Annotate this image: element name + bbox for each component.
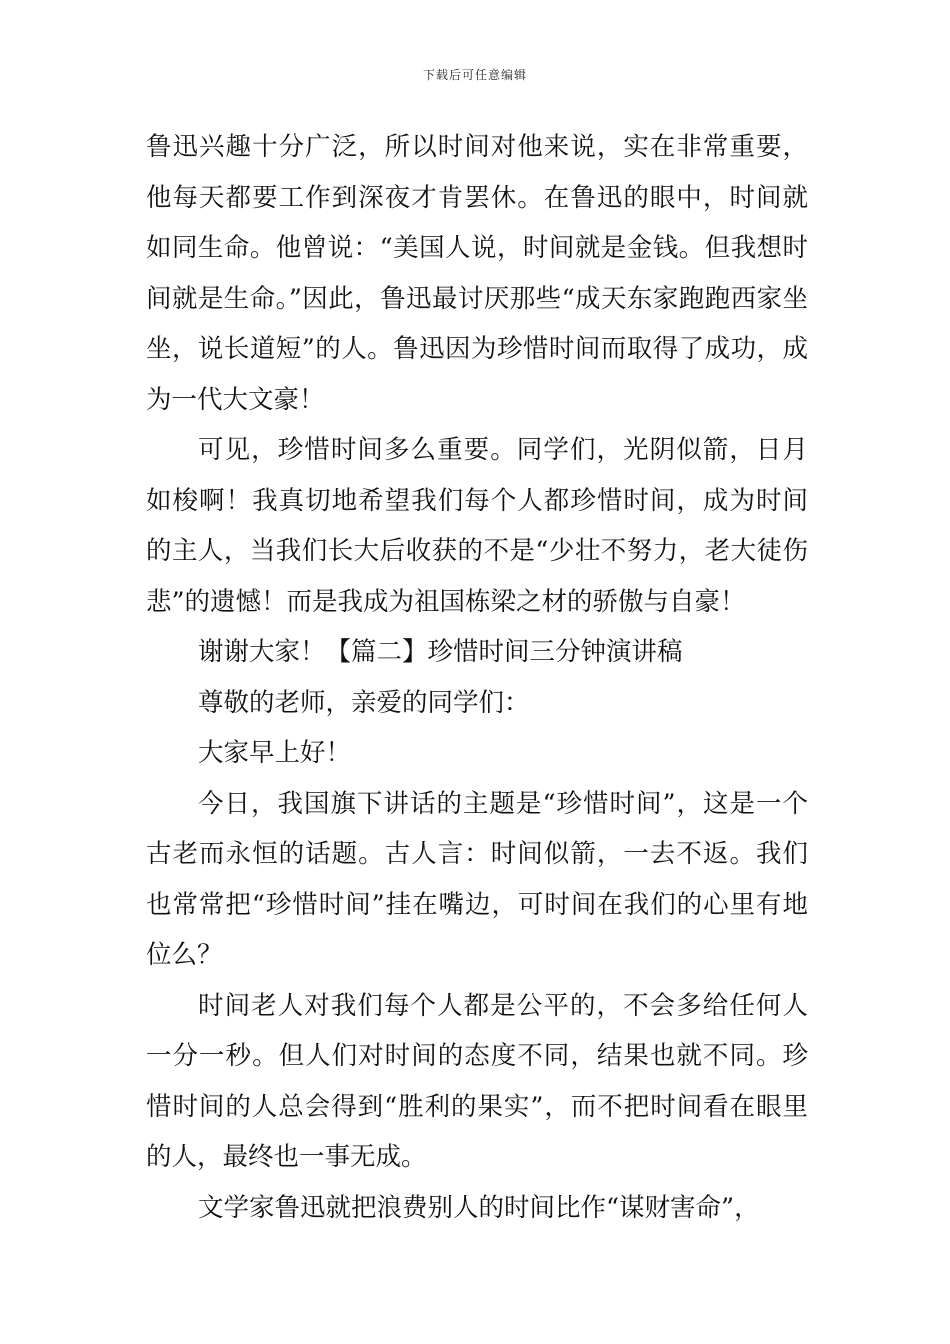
document-body xyxy=(146,122,808,1233)
paragraph-6: 今日，我国旗下讲话的主题是“珍惜时间”，这是一个古老而永恒的话题。古人言：时间似箭，一去不返。我们也常常把“珍惜时间”挂在嘴边，可时间在我们的心里有地位么？ xyxy=(146,788,808,970)
paragraph-1: 鲁迅兴趣十分广泛，所以时间对他来说，实在非常重要，他每天都要工作到深夜才肯罢休。在鲁迅的眼中，时间就如同生命。他曾说：“美国人说，时间就是金钱。但我想时间就是生命。”因此，鲁迅最讨厌那些“成天东家跑跑西家坐坐，说长道短”的人。鲁迅因为珍惜时间而取得了成功，成为一代大文豪！ xyxy=(146,132,808,415)
paragraph-5: 大家早上好！ xyxy=(198,738,352,768)
paragraph-8: 文学家鲁迅就把浪费别人的时间比作“谋财害命”， xyxy=(198,1192,760,1223)
paragraph-2: 可见，珍惜时间多么重要。同学们，光阴似箭，日月如梭啊！我真切地希望我们每个人都珍惜时间，成为时间的主人，当我们长大后收获的不是“少壮不努力，老大徒伤悲”的遗憾！而是我成为祖国栋梁之材的骄傲与自豪！ xyxy=(146,435,808,617)
paragraph-7: 时间老人对我们每个人都是公平的，不会多给任何人一分一秒。但人们对时间的态度不同，结果也就不同。珍惜时间的人总会得到“胜利的果实”，而不把时间看在眼里的人，最终也一事无成。 xyxy=(146,990,808,1172)
page-header: 下载后可任意编辑 xyxy=(422,68,527,82)
paragraph-3: 谢谢大家！【篇二】珍惜时间三分钟演讲稿 xyxy=(198,637,683,667)
paragraph-4: 尊敬的老师，亲爱的同学们： xyxy=(198,687,530,718)
